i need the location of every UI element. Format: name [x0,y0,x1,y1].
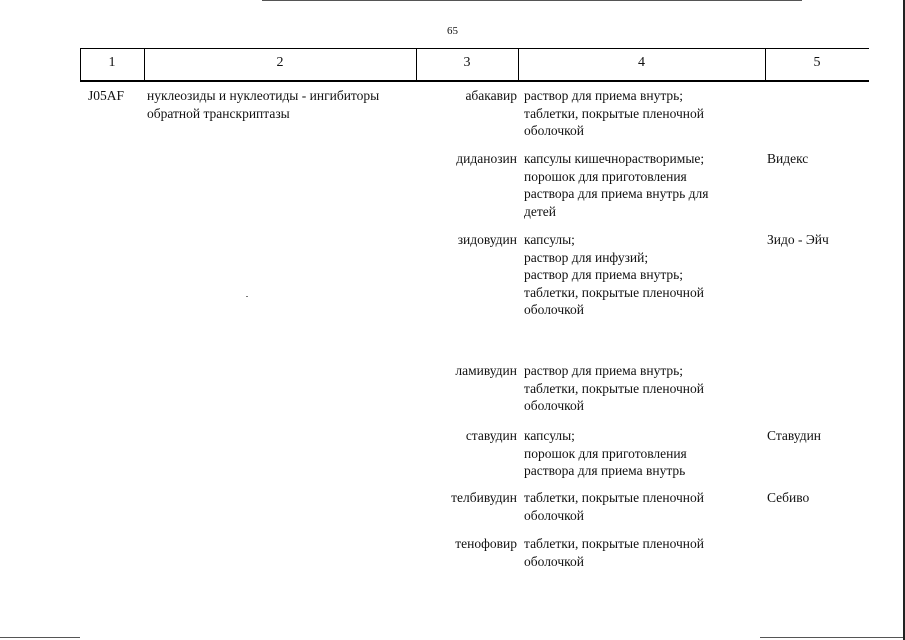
atc-code: J05AF [88,88,125,103]
dosage-form-line: раствор для инфузий; [524,249,649,265]
dosage-form-line: раствор для приема внутрь; [524,363,684,378]
dosage-forms [524,150,760,220]
dosage-forms [524,362,760,415]
drug-name: телбивудин [451,490,517,505]
dosage-form-line: оболочкой [524,302,584,317]
dosage-forms [524,535,760,570]
page-number: 65 [447,25,458,37]
dosage-form-line: таблетки, покрытые пленочной [524,380,705,396]
drug-name: абакавир [465,88,517,103]
dosage-form-line: таблетки, покрытые пленочной [524,105,705,121]
group-name [147,87,415,122]
dosage-form-line: таблетки, покрытые пленочной [524,536,705,551]
drug-name: ламивудин [455,363,517,378]
header-col-5: 5 [813,55,821,70]
drug-name: диданозин [456,151,517,166]
scan-edge-bottom-left [0,637,80,638]
dosage-form-line: таблетки, покрытые пленочной [524,490,705,505]
scan-edge-top [262,0,802,1]
header-col-1: 1 [108,55,116,70]
dosage-form-line: капсулы кишечнорастворимые; [524,151,705,166]
header-top-rule [80,48,869,49]
group-name-line: нуклеозиды и нуклеотиды - ингибиторы [147,88,380,103]
dosage-form-line: оболочкой [524,507,584,523]
dosage-form-line: оболочкой [524,123,584,138]
scan-speck [246,296,248,297]
trade-name: Ставудин [767,428,822,443]
dosage-form-line: капсулы; [524,428,575,443]
dosage-forms [524,427,760,480]
dosage-forms [524,231,760,319]
dosage-form-line: оболочкой [524,553,584,569]
dosage-forms [524,489,760,524]
trade-name: Себиво [767,490,810,505]
trade-name: Зидо - Эйч [767,232,829,247]
dosage-form-line: раствора для приема внутрь [524,463,686,478]
dosage-form-line: капсулы; [524,232,575,247]
dosage-form-line: таблетки, покрытые пленочной [524,284,705,300]
trade-name: Видекс [767,151,809,166]
dosage-form-line: раствор для приема внутрь; [524,267,684,282]
drug-name: тенофовир [455,536,517,551]
drug-name: ставудин [465,428,517,443]
dosage-form-line: порошок для приготовления [524,168,687,184]
dosage-forms [524,87,760,140]
dosage-form-line: порошок для приготовления [524,445,687,461]
header-col-3: 3 [463,55,471,70]
dosage-form-line: раствор для приема внутрь; [524,88,684,103]
dosage-form-line: раствора для приема внутрь для [524,186,709,201]
header-col-4: 4 [638,55,645,70]
drug-name: зидовудин [457,232,517,247]
header-bottom-rule [80,80,869,82]
header-col-2: 2 [276,55,284,70]
dosage-form-line: оболочкой [524,398,584,413]
scan-edge-bottom-right [760,637,905,638]
group-name-line: обратной транскриптазы [147,105,290,121]
dosage-form-line: детей [524,203,556,219]
